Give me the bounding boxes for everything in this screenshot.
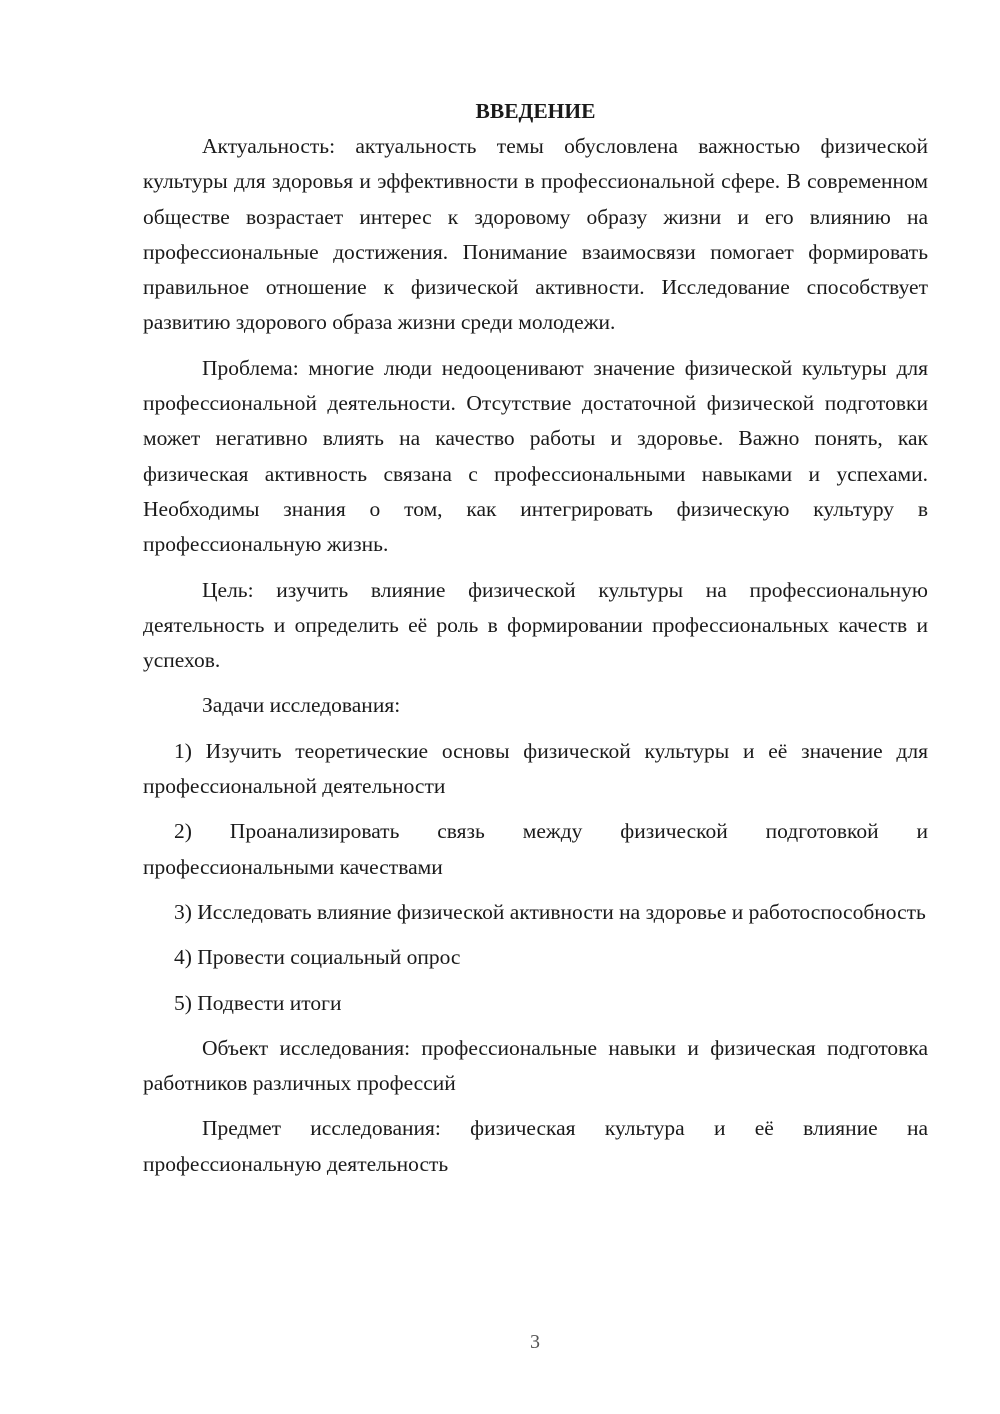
- task-item-4: 4) Провести социальный опрос: [174, 945, 461, 970]
- task-item-5: 5) Подвести итоги: [174, 990, 342, 1015]
- paragraph-goal: Цель: изучить влияние физической культуры на профессиональную деятельность и определить её роль в формировании профессиональных качеств и успехов.: [143, 577, 928, 673]
- document-page: [143, 94, 928, 1192]
- task-item-1: 1) Изучить теоретические основы физической культуры и её значение для профессиональной деятельности: [143, 738, 928, 799]
- page-number: 3: [530, 1331, 540, 1353]
- paragraph-object: Объект исследования: профессиональные навыки и физическая подготовка работников различных профессий: [143, 1035, 928, 1096]
- task-item-3: 3) Исследовать влияние физической активности на здоровье и работоспособность: [174, 899, 926, 924]
- tasks-heading: Задачи исследования:: [202, 693, 401, 718]
- task-item-2: 2) Проанализировать связь между физической подготовкой и профессиональными качествами: [143, 819, 928, 879]
- page-title: ВВЕДЕНИЕ: [475, 99, 596, 123]
- paragraph-relevance: Актуальность: актуальность темы обусловлена важностью физической культуры для здоровья и эффективности в профессиональной сфере. В современном обществе возрастает интерес к здоровому образу жизни и его влиянию на профессиональные достижения. Понимание взаимосвязи помогает формировать правильное отношение к физической активности. Исследование способствует развитию здорового образа жизни среди молодежи.: [143, 134, 928, 335]
- paragraph-subject: Предмет исследования: физическая культура и её влияние на профессиональную деятельность: [143, 1116, 928, 1176]
- paragraph-problem: Проблема: многие люди недооценивают значение физической культуры для профессиональной деятельности. Отсутствие достаточной физической подготовки может негативно влиять на качество работы и здоровье. Важно понять, как физическая активность связана с профессиональными навыками и успехами. Необходимы знания о том, как интегрировать физическую культуру в профессиональную жизнь.: [143, 355, 928, 557]
